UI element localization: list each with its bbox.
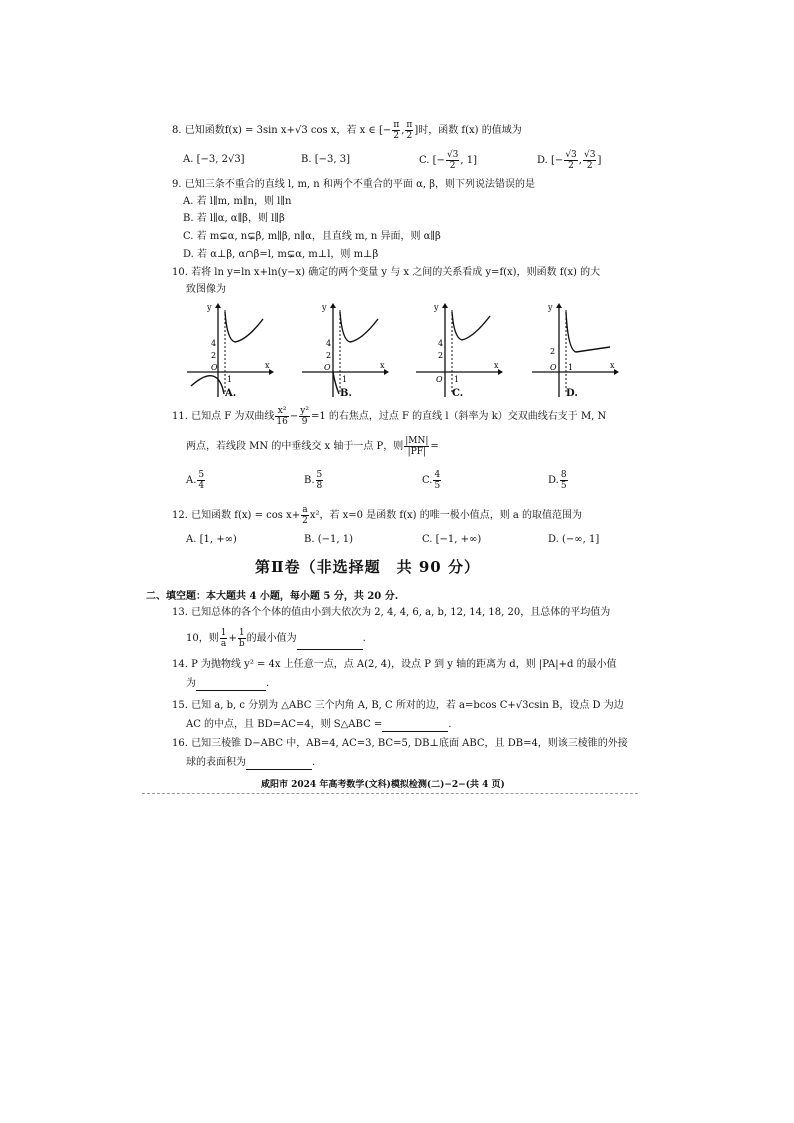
q15-answer-blank[interactable]	[382, 720, 448, 732]
graph-a-tick-2: 2	[211, 351, 217, 360]
q11-option-a[interactable]	[186, 470, 206, 491]
graph-b-x-arrow	[384, 369, 389, 375]
q11-frac-y	[299, 406, 310, 427]
q10-line2: 致图像为	[186, 284, 226, 295]
graph-c-label: C.	[452, 388, 464, 399]
graph-b-ylabel: y	[322, 303, 327, 312]
q11-option-b[interactable]	[304, 470, 324, 491]
graph-c-y-arrow	[442, 303, 448, 308]
q10-graph-d[interactable]	[530, 302, 620, 402]
q8-option-a[interactable]: A. [−3, 2√3]	[183, 154, 245, 165]
q12-stem-a: 12. 已知函数 f(x) = cos x+	[172, 510, 301, 521]
q13-f1-num: 1	[220, 628, 227, 638]
q8-option-d-frac1	[564, 150, 577, 171]
section-heading: 二、填空题：本大题共 4 小题，每小题 5 分，共 20 分.	[146, 591, 399, 602]
q8-option-d-den1: 2	[568, 161, 574, 171]
q8-stem-a: 8. 已知函数	[172, 125, 225, 136]
q9-option-c[interactable]: C. 若 m⊊α, n⊊β, m∥β, n∥α，且直线 m, n 异面，则 α∥β	[183, 231, 441, 242]
footer-divider	[142, 793, 638, 794]
graph-c-xtick: 1	[454, 375, 460, 384]
q11-option-a-pre: A.	[186, 475, 197, 486]
q8-stem: 8. 已知函数f(x) = 3sin x+√3 cos x，若 x ∈ [− $\frac{\pi}{2}$ , $\frac{\pi}{2}$ ]时，函数 f(x) 的值域为	[172, 120, 522, 141]
q11-option-c-den: 5	[434, 481, 441, 491]
q11-option-b-pre: B.	[304, 475, 315, 486]
q8-bound-lo	[392, 120, 400, 141]
q8-stem-b: f(x) = 3sin x+√3 cos x，若 x ∈ [	[224, 125, 383, 136]
q16-answer-blank[interactable]	[246, 758, 312, 770]
q11-line1	[172, 406, 606, 428]
q14-line2-text: 为	[186, 678, 196, 689]
q11-line2-b: =	[430, 441, 439, 452]
graph-b-origin: O	[324, 363, 331, 372]
q11-minus: −	[289, 411, 299, 422]
q8-option-c-frac	[446, 150, 459, 171]
q13-end: .	[362, 633, 366, 644]
q8-option-c-pre: C. [−	[419, 155, 445, 166]
q8-option-c-num: √3	[446, 150, 459, 160]
q15-line1: 15. 已知 a, b, c 分别为 △ABC 三个内角 A, B, C 所对的边，若 a=bcos C+√3csin B，设点 D 为边	[172, 700, 624, 711]
graph-c-tick-4: 4	[438, 339, 444, 348]
q13-answer-blank[interactable]	[297, 638, 363, 650]
q11-option-c[interactable]	[422, 470, 442, 491]
q9-option-d[interactable]: D. 若 α⊥β, α∩β=l, m⊊α, m⊥l，则 m⊥β	[183, 249, 379, 260]
q8-bound-lo-num: π	[393, 120, 400, 130]
q11-f1-num: x²	[275, 406, 288, 417]
q16-end: .	[312, 757, 316, 768]
q11-ratio-den: |PF|	[407, 447, 427, 457]
q8-option-c-den: 2	[449, 161, 456, 171]
q12-option-b[interactable]: B. (−1, 1)	[304, 534, 353, 545]
graph-d-x-arrow	[614, 369, 619, 375]
q8-bound-hi-num: π	[406, 120, 413, 130]
graph-a-label: A.	[225, 388, 237, 399]
q14-end: .	[266, 678, 270, 689]
q8-option-d-num1: √3	[565, 150, 577, 160]
q8-bound-lo-sign: −	[382, 125, 392, 136]
graph-d-svg	[530, 302, 620, 402]
graph-b-label: B.	[340, 388, 352, 399]
q8-stem-c: ]时，函数 f(x) 的值域为	[414, 125, 522, 136]
q13-frac-b	[238, 628, 246, 649]
q11-option-c-pre: C.	[422, 475, 433, 486]
graph-a-svg	[185, 302, 275, 402]
graph-b-xlabel: x	[380, 361, 385, 370]
part2-title: 第Ⅱ卷（非选择题 共 90 分）	[255, 558, 480, 576]
graph-a-origin: O	[211, 363, 218, 372]
graph-c-origin: O	[436, 375, 443, 384]
graph-b-y-arrow	[330, 303, 336, 308]
q11-option-b-frac	[316, 470, 324, 491]
graph-c-curve	[452, 312, 490, 340]
q8-bound-hi	[405, 120, 413, 141]
graph-b-svg	[300, 302, 390, 402]
graph-b-tick-4: 4	[326, 339, 332, 348]
graph-c-ylabel: y	[434, 303, 439, 312]
q8-option-d-pre: D. [−	[537, 155, 564, 166]
q10-graph-c[interactable]	[414, 302, 504, 402]
q8-option-c-post: , 1]	[460, 155, 478, 166]
q11-option-b-num: 5	[316, 470, 323, 480]
q12-frac-den: 2	[302, 516, 308, 526]
q8-option-d-den2: 2	[586, 161, 593, 171]
q16-line1: 16. 已知三棱锥 D−ABC 中，AB=4, AC=3, BC=5, DB⊥底面 ABC，且 DB=4，则该三棱锥的外接	[172, 738, 628, 749]
q12-frac	[301, 505, 309, 526]
graph-b-xtick: 1	[342, 375, 348, 384]
q11-frac-x	[275, 406, 288, 427]
q15-end: .	[448, 719, 452, 730]
graph-a-y-arrow	[215, 303, 221, 308]
q13-line2-b: 的最小值为	[246, 633, 297, 644]
q11-line2-a: 两点，若线段 MN 的中垂线交 x 轴于一点 P，则	[186, 441, 404, 452]
q8-option-d-frac2	[583, 150, 596, 171]
q8-option-d-mid: ,	[578, 155, 582, 166]
q11-option-d-pre: D.	[548, 475, 559, 486]
q8-option-d[interactable]	[537, 150, 601, 171]
q12-option-a[interactable]: A. [1, +∞)	[186, 534, 237, 545]
q16-line2	[186, 756, 315, 770]
q11-option-d-frac	[560, 470, 568, 491]
q11-line2	[186, 436, 439, 458]
q8-option-b[interactable]: B. [−3, 3]	[301, 154, 350, 165]
graph-a-curve-left	[191, 376, 224, 394]
graph-d-ylabel: y	[548, 303, 553, 312]
graph-c-svg	[414, 302, 504, 402]
graph-b-curve-left	[333, 372, 339, 394]
q12-option-d[interactable]: D. (−∞, 1]	[548, 534, 600, 545]
q12-stem-b: x²，若 x=0 是函数 f(x) 的唯一极小值点，则 a 的取值范围为	[309, 510, 583, 521]
graph-d-tick-2: 2	[550, 347, 556, 356]
graph-a-curve-right	[225, 312, 263, 342]
graph-a-ylabel: y	[207, 303, 212, 312]
graph-d-y-arrow	[556, 303, 562, 308]
q11-option-b-den: 8	[316, 481, 323, 491]
q15-line2	[186, 718, 451, 732]
q8-option-d-post: ]	[597, 155, 602, 166]
graph-d-label: D.	[566, 388, 578, 399]
q11-option-a-frac	[197, 470, 205, 491]
q11-option-a-den: 4	[198, 481, 205, 491]
graph-c-tick-2: 2	[438, 351, 444, 360]
q12-options	[186, 534, 626, 550]
q11-option-d[interactable]	[548, 470, 569, 491]
q8-option-d-num2: √3	[583, 150, 596, 160]
q13-frac-a	[220, 628, 228, 649]
q11-f2-num: y²	[300, 406, 309, 416]
q13-f2-num: 1	[238, 628, 245, 638]
q9-option-b[interactable]: B. 若 l∥α, α∥β，则 l∥β	[183, 213, 285, 224]
q11-option-c-frac	[433, 470, 441, 491]
q11-option-d-num: 8	[560, 470, 567, 480]
q11-stem-b: =1 的右焦点，过点 F 的直线 l（斜率为 k）交双曲线右支于 M, N	[310, 411, 607, 422]
q13-f1-den: a	[220, 639, 227, 649]
q10-graph-a[interactable]	[185, 302, 275, 402]
q16-line2-text: 球的表面积为	[186, 757, 246, 768]
q11-ratio	[404, 436, 429, 457]
q12-stem	[172, 505, 582, 527]
graph-b-curve-right	[340, 312, 378, 342]
page-footer: 咸阳市 2024 年高考数学(文科)模拟检测(二)−2−(共 4 页)	[261, 780, 505, 790]
q11-option-d-den: 5	[560, 481, 567, 491]
q13-line1: 13. 已知总体的各个个体的值由小到大依次为 2, 4, 4, 6, a, b, 12, 14, 18, 20，且总体的平均值为	[172, 607, 611, 618]
graph-d-xtick: 1	[568, 363, 574, 372]
q13-line2	[186, 628, 366, 650]
graph-a-x-arrow	[269, 369, 274, 375]
graph-d-xlabel: x	[610, 361, 615, 370]
q15-line2-text: AC 的中点，且 BD=AC=4，则 S△ABC =	[186, 719, 383, 730]
q11-stem-a: 11. 已知点 F 为双曲线	[172, 411, 275, 422]
q10-line1: 10. 若将 ln y=ln x+ln(y−x) 确定的两个变量 y 与 x 之间的关系看成 y=f(x)，则函数 f(x) 的大	[172, 267, 601, 278]
q11-option-a-num: 5	[198, 470, 205, 480]
graph-b-tick-2: 2	[326, 351, 332, 360]
graph-a-tick-4: 4	[211, 339, 217, 348]
q10-graph-b[interactable]	[300, 302, 390, 402]
graph-d-curve	[566, 312, 610, 352]
graph-c-x-arrow	[498, 369, 503, 375]
q14-line1: 14. P 为抛物线 y² = 4x 上任意一点，点 A(2, 4)，设点 P 到 y 轴的距离为 d，则 |PA|+d 的最小值	[172, 659, 617, 670]
q12-option-c[interactable]: C. [−1, +∞)	[422, 534, 482, 545]
q8-bound-hi-den: 2	[406, 131, 413, 141]
q11-ratio-num: |MN|	[405, 436, 429, 446]
q9-stem: 9. 已知三条不重合的直线 l, m, n 和两个不重合的平面 α, β，则下列说法错误的是	[172, 179, 535, 190]
q14-line2	[186, 677, 269, 691]
q14-answer-blank[interactable]	[196, 679, 266, 691]
q13-line2-a: 10，则	[186, 633, 219, 644]
q8-option-c[interactable]	[419, 150, 477, 171]
graph-c-xlabel: x	[494, 361, 499, 370]
q13-f2-den: b	[238, 639, 245, 649]
graph-d-origin: O	[550, 363, 557, 372]
q9-option-a[interactable]: A. 若 l∥m, m∥n，则 l∥n	[183, 196, 292, 207]
q13-plus: +	[228, 633, 237, 644]
q11-options	[186, 470, 626, 496]
q8-bound-lo-den: 2	[393, 131, 400, 141]
q11-option-c-num: 4	[434, 470, 441, 480]
q11-f2-den: 9	[301, 417, 308, 427]
q11-f1-den: 16	[276, 417, 288, 427]
q12-frac-num: a	[302, 505, 308, 515]
graph-a-xtick: 1	[227, 375, 233, 384]
graph-a-xlabel: x	[265, 361, 270, 370]
q8-options	[183, 150, 623, 174]
